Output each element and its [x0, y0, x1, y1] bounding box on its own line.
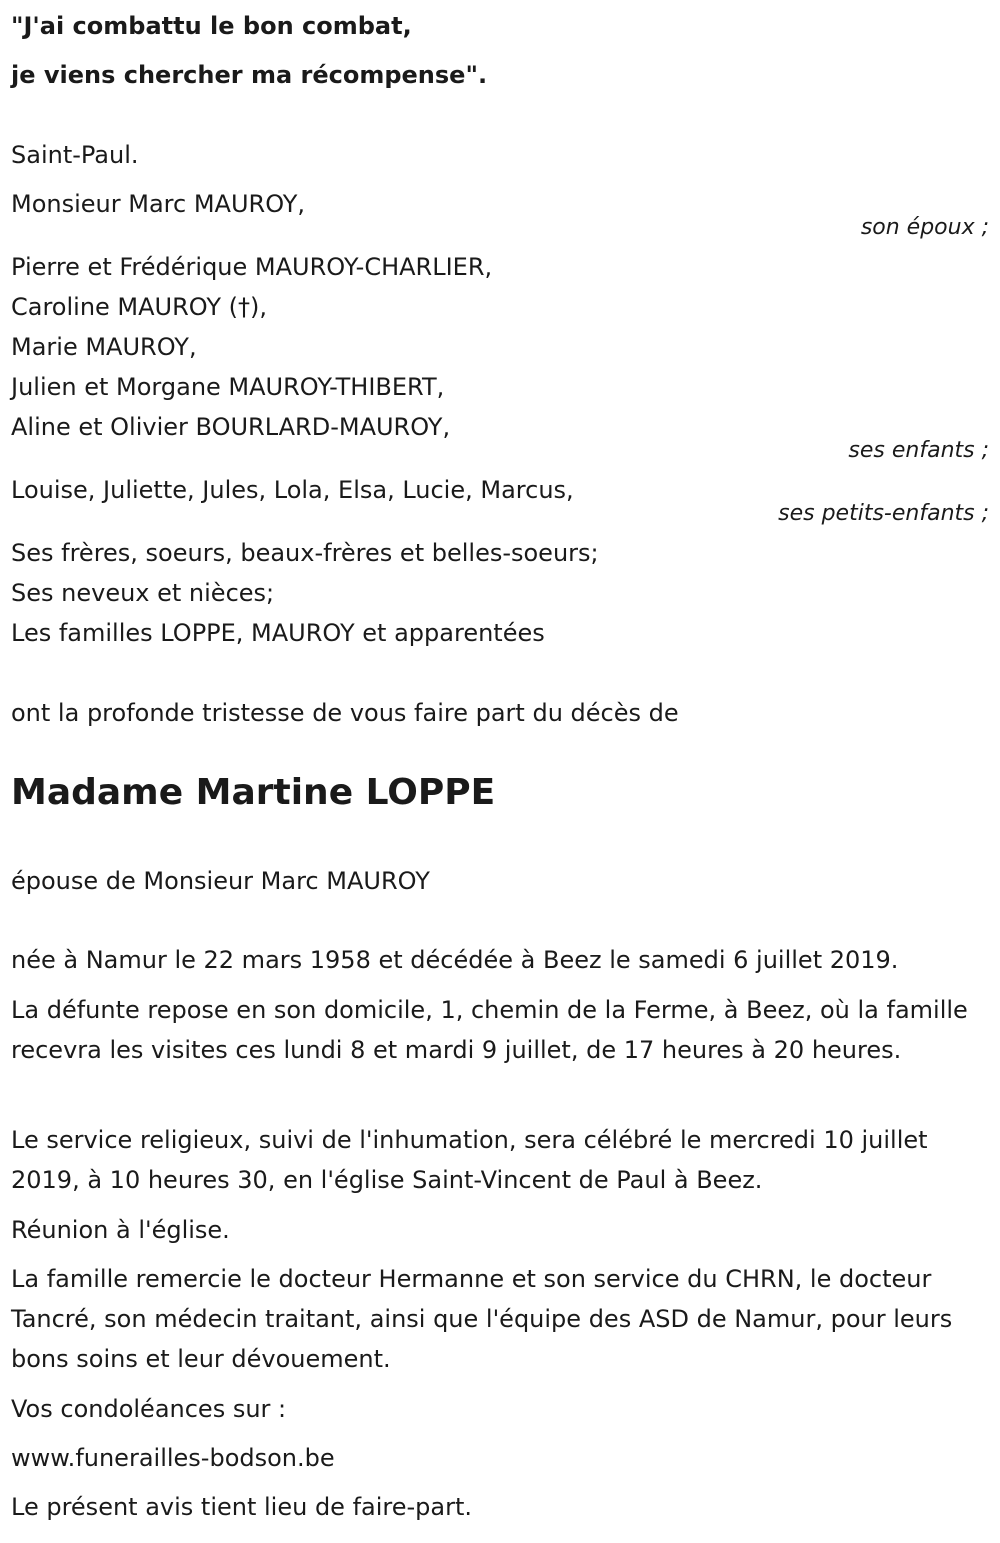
child-name: Marie MAUROY, [11, 333, 197, 361]
condolences-label: Vos condoléances sur : [11, 1395, 287, 1423]
thanks-paragraph: La famille remercie le docteur Hermanne et son service du CHRN, le docteur Tancré, son médecin traitant, ainsi que l'équipe des ASD de Namur, pour leurs bons soins et leur dévouement. [11, 1265, 953, 1373]
spouse-name: Monsieur Marc MAUROY, [11, 190, 306, 218]
relatives-line: Ses frères, soeurs, beaux-frères et belles-soeurs; [11, 539, 599, 567]
child-name: Caroline MAUROY (†), [11, 293, 268, 321]
spouse-of: épouse de Monsieur Marc MAUROY [11, 867, 430, 895]
quote-line-2: je viens chercher ma récompense". [11, 61, 488, 89]
relatives-line: Ses neveux et nièces; [11, 579, 275, 607]
website-link[interactable]: www.funerailles-bodson.be [11, 1444, 335, 1472]
children-role: ses enfants ; [848, 438, 989, 463]
grandchildren-role: ses petits-enfants ; [778, 501, 989, 526]
grandchildren-names: Louise, Juliette, Jules, Lola, Elsa, Lucie, Marcus, [11, 476, 574, 504]
spouse-role: son époux ; [860, 215, 989, 240]
deceased-name: Madame Martine LOPPE [11, 772, 496, 813]
birth-death: née à Namur le 22 mars 1958 et décédée à Beez le samedi 6 juillet 2019. [11, 946, 899, 974]
child-name: Pierre et Frédérique MAUROY-CHARLIER, [11, 253, 493, 281]
repose-paragraph: La défunte repose en son domicile, 1, chemin de la Ferme, à Beez, où la famille recevra les visites ces lundi 8 et mardi 9 juillet, de 17 heures à 20 heures. [11, 996, 968, 1064]
child-name: Aline et Olivier BOURLARD-MAUROY, [11, 413, 451, 441]
service-paragraph: Le service religieux, suivi de l'inhumation, sera célébré le mercredi 10 juillet 2019, à 10 heures 30, en l'église Saint-Vincent de Paul à Beez. [11, 1126, 928, 1194]
announcement: ont la profonde tristesse de vous faire part du décès de [11, 699, 679, 727]
quote-line-1: "J'ai combattu le bon combat, [11, 12, 412, 40]
meeting-note: Réunion à l'église. [11, 1216, 230, 1244]
relatives-line: Les familles LOPPE, MAUROY et apparentées [11, 619, 545, 647]
closing-note: Le présent avis tient lieu de faire-part. [11, 1493, 473, 1521]
child-name: Julien et Morgane MAUROY-THIBERT, [11, 373, 445, 401]
place: Saint-Paul. [11, 141, 139, 169]
